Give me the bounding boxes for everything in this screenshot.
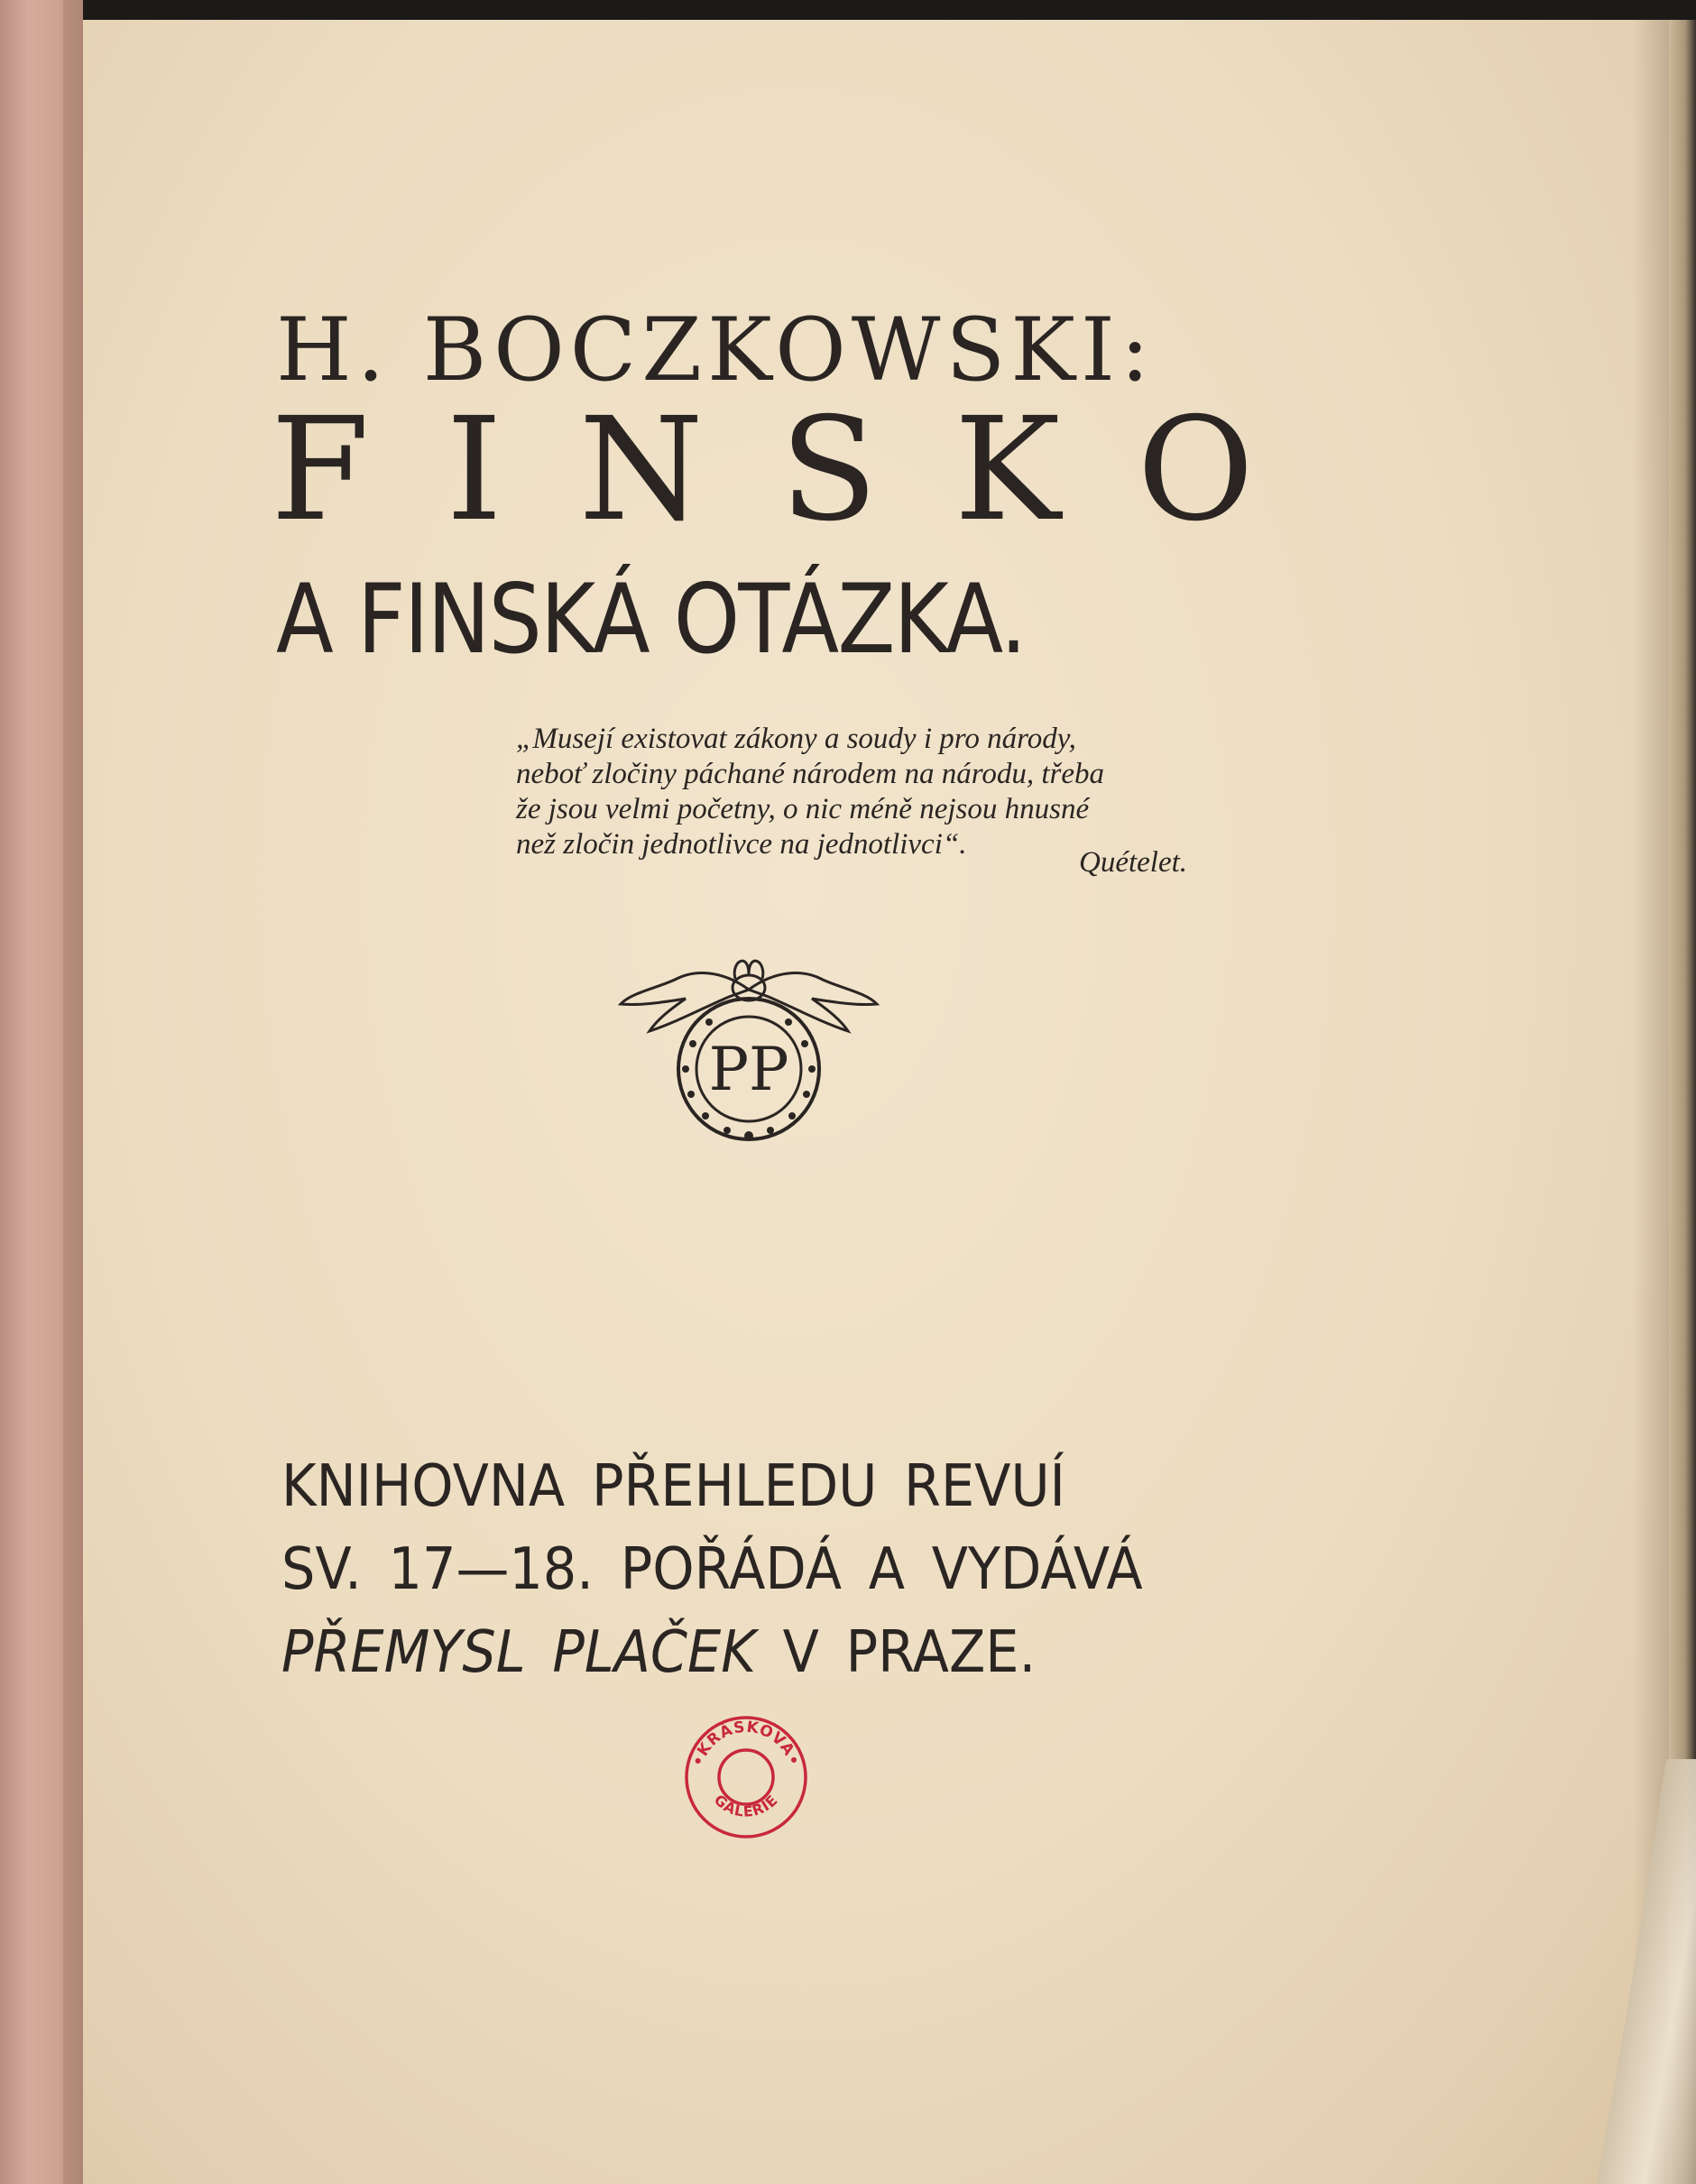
book-spine: [0, 0, 83, 2184]
publisher-monogram: PP: [708, 1035, 789, 1104]
epigraph-attribution: Quételet.: [1079, 846, 1188, 879]
epigraph-line: než zločin jednotlivce na jednotlivci“.: [516, 828, 967, 861]
publisher-place: V PRAZE.: [755, 1619, 1037, 1686]
imprint-volume: SV. 17—18. POŘÁDÁ A VYDÁVÁ: [281, 1536, 1143, 1603]
svg-text:•KRÁSKOVA•: [689, 1719, 804, 1769]
epigraph-line: „Musejí existovat zákony a soudy i pro národy,: [516, 723, 1076, 755]
imprint-block: [281, 1445, 1251, 1694]
title-letter: F: [271, 387, 370, 553]
imprint-series: KNIHOVNA PŘEHLEDU REVUÍ: [281, 1453, 1065, 1520]
publisher-wreath-mark: [613, 943, 884, 1146]
epigraph: [516, 722, 1220, 862]
epigraph-line: neboť zločiny páchané národem na národu, třeba: [516, 758, 1105, 790]
imprint-publisher-line: [281, 1611, 1174, 1694]
epigraph-line: že jsou velmi početny, o nic méně nejsou hnusné: [516, 793, 1090, 825]
stamp-bottom-text: GALERIE: [710, 1791, 782, 1820]
scan-top-edge: [0, 0, 1696, 20]
book-subtitle: A FINSKÁ OTÁZKA.: [276, 564, 1026, 675]
svg-text:GALERIE: [711, 1791, 781, 1820]
library-stamp: [678, 1709, 814, 1845]
title-letter: I: [446, 387, 502, 553]
publisher-name: PŘEMYSL PLAČEK: [281, 1619, 756, 1686]
book-title: [271, 387, 1254, 553]
title-letter: S: [779, 387, 878, 553]
title-letter: N: [578, 387, 704, 553]
stamp-top-text: •KRÁSKOVA•: [688, 1718, 804, 1769]
title-letter: O: [1137, 387, 1254, 553]
author-name: H. BOCZKOWSKI:: [276, 299, 1156, 401]
title-letter: K: [954, 387, 1061, 553]
